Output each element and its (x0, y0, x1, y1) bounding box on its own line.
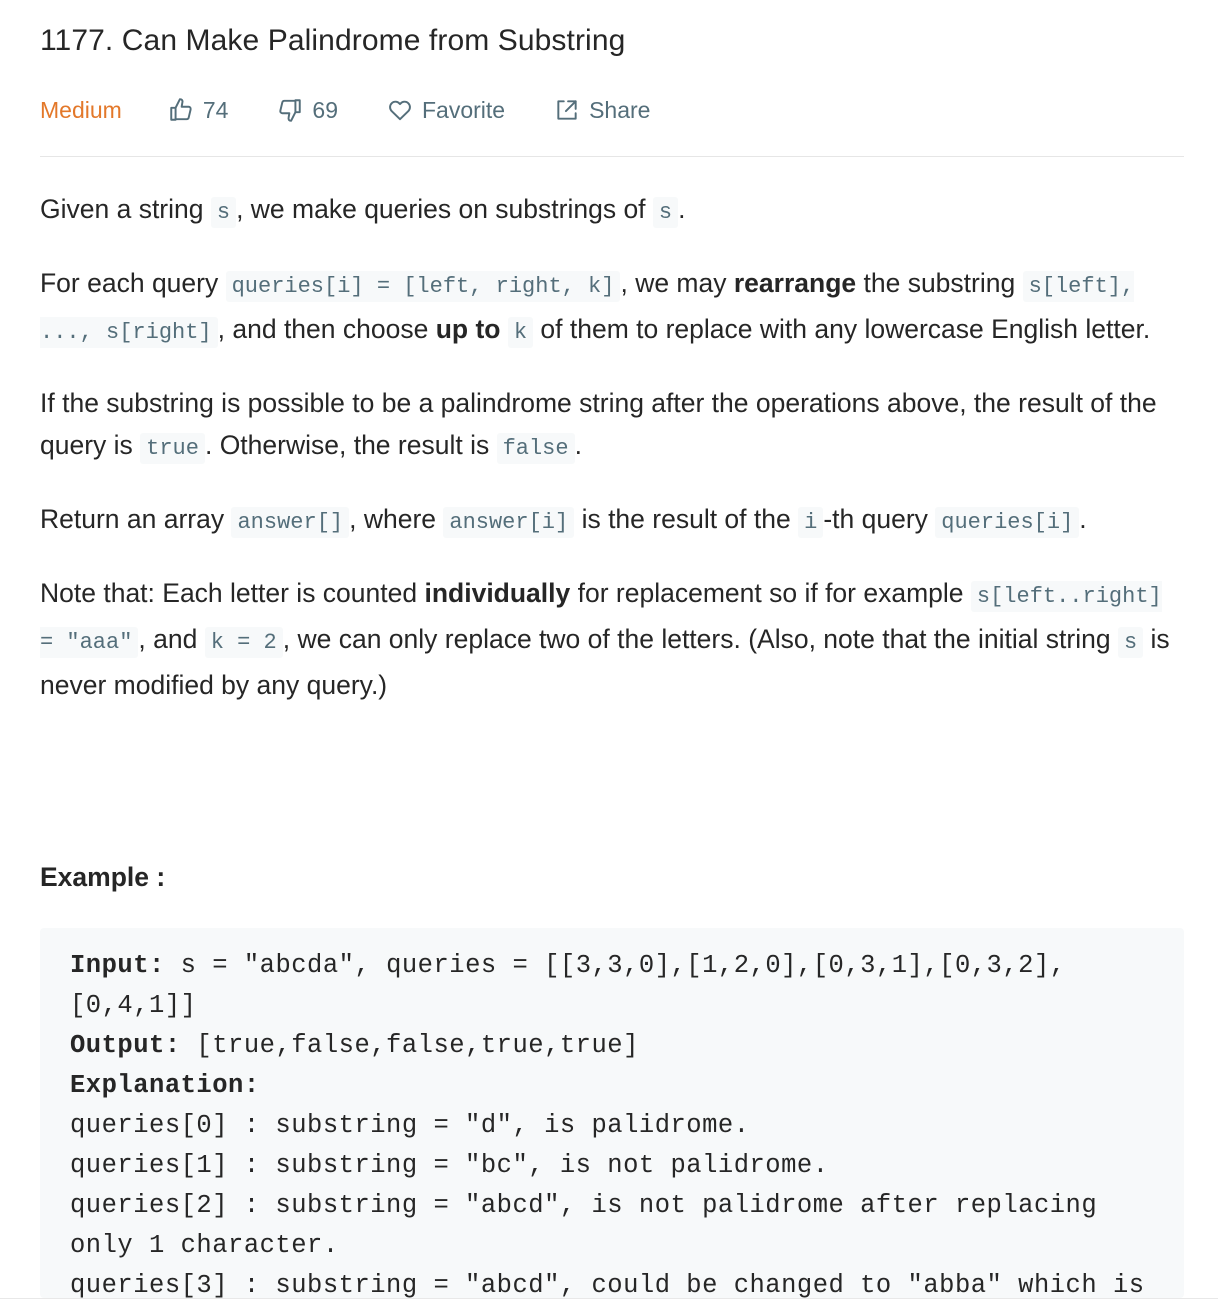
problem-description (40, 188, 1184, 734)
page-title: 1177. Can Make Palindrome from Substring (40, 24, 626, 57)
example-output-line (70, 1026, 1154, 1066)
output-value: [true,false,false,true,true] (180, 1031, 639, 1060)
text: is the result of the (574, 504, 799, 534)
favorite-label: Favorite (422, 96, 506, 123)
text: -th query (823, 504, 936, 534)
thumbs-up-icon (168, 97, 194, 123)
text (500, 314, 507, 344)
description-paragraph (40, 262, 1184, 354)
text: , and (138, 624, 205, 654)
share-label: Share (589, 96, 651, 123)
example-code-block (40, 928, 1184, 1298)
inline-code: k (508, 317, 533, 348)
text: for replacement so if for example (570, 578, 971, 608)
heart-icon (387, 97, 413, 123)
problem-meta-bar (40, 92, 699, 128)
inline-code: true (140, 433, 205, 464)
text: . (678, 194, 686, 224)
description-paragraph (40, 188, 1184, 234)
text: Note that: Each letter is counted (40, 578, 425, 608)
dislike-count: 69 (312, 96, 338, 123)
text: For each query (40, 268, 226, 298)
inline-code: answer[i] (443, 507, 574, 538)
explanation-line: queries[1] : substring = "bc", is not palidrome. (70, 1151, 829, 1180)
share-icon (554, 97, 580, 123)
inline-code: s (211, 197, 236, 228)
input-value: s = "abcda", queries = [[3,3,0],[1,2,0],[0,3,1],[0,3,2],[0,4,1]] (70, 951, 1066, 1020)
inline-code: false (497, 433, 575, 464)
inline-code: queries[i] (935, 507, 1079, 538)
explanation-line: queries[2] : substring = "abcd", is not palidrome after replacing only 1 character. (70, 1191, 1113, 1260)
text: , we make queries on substrings of (236, 194, 653, 224)
inline-code: s[left..right] = "aaa" (40, 581, 1162, 658)
text: , where (349, 504, 444, 534)
bold-text: up to (435, 314, 501, 344)
text: . Otherwise, the result is (204, 430, 497, 460)
text: . (574, 430, 582, 460)
text: . (1079, 504, 1087, 534)
text: Return an array (40, 504, 232, 534)
bold-text: rearrange (733, 268, 857, 298)
explanation-line: queries[3] : substring = "abcd", could be changed to "abba" which is (70, 1271, 1145, 1298)
favorite-button[interactable] (387, 97, 505, 124)
text: the substring (856, 268, 1023, 298)
bold-text: individually (424, 578, 571, 608)
example-heading: Example : (40, 862, 166, 892)
inline-code: s[left], ..., s[right] (40, 271, 1134, 348)
text: of them to replace with any lowercase English letter. (533, 314, 1151, 344)
inline-code: i (798, 507, 823, 538)
input-label: Input: (70, 951, 165, 980)
inline-code: k = 2 (205, 627, 283, 658)
explanation-line: queries[0] : substring = "d", is palidrome. (70, 1111, 750, 1140)
description-paragraph (40, 382, 1184, 470)
explanation-label: Explanation: (70, 1071, 260, 1100)
text: Given a string (40, 194, 211, 224)
like-count: 74 (202, 96, 229, 123)
difficulty-badge: Medium (40, 96, 122, 123)
like-button[interactable] (168, 97, 229, 124)
text: , we may (620, 268, 734, 298)
text: , we can only replace two of the letters. (Also, note that the initial string (282, 624, 1118, 654)
viewport-bottom-edge (0, 1298, 1218, 1315)
inline-code: s (653, 197, 678, 228)
share-button[interactable] (554, 97, 650, 124)
description-paragraph (40, 572, 1184, 706)
text: If the substring is possible to be a palindrome string after the operations above, the result of the query is (40, 388, 1157, 460)
inline-code: answer[] (231, 507, 349, 538)
example-pre (40, 928, 1184, 1298)
thumbs-down-icon (277, 97, 303, 123)
inline-code: s (1118, 627, 1143, 658)
example-explanation-label (70, 1066, 1154, 1106)
description-paragraph (40, 498, 1184, 544)
output-label: Output: (70, 1031, 181, 1060)
example-input-line (70, 946, 1154, 1026)
text: is never modified by any query.) (40, 624, 1170, 700)
inline-code: queries[i] = [left, right, k] (226, 271, 621, 302)
dislike-button[interactable] (277, 97, 338, 124)
header-divider (40, 156, 1184, 157)
text: , and then choose (217, 314, 436, 344)
